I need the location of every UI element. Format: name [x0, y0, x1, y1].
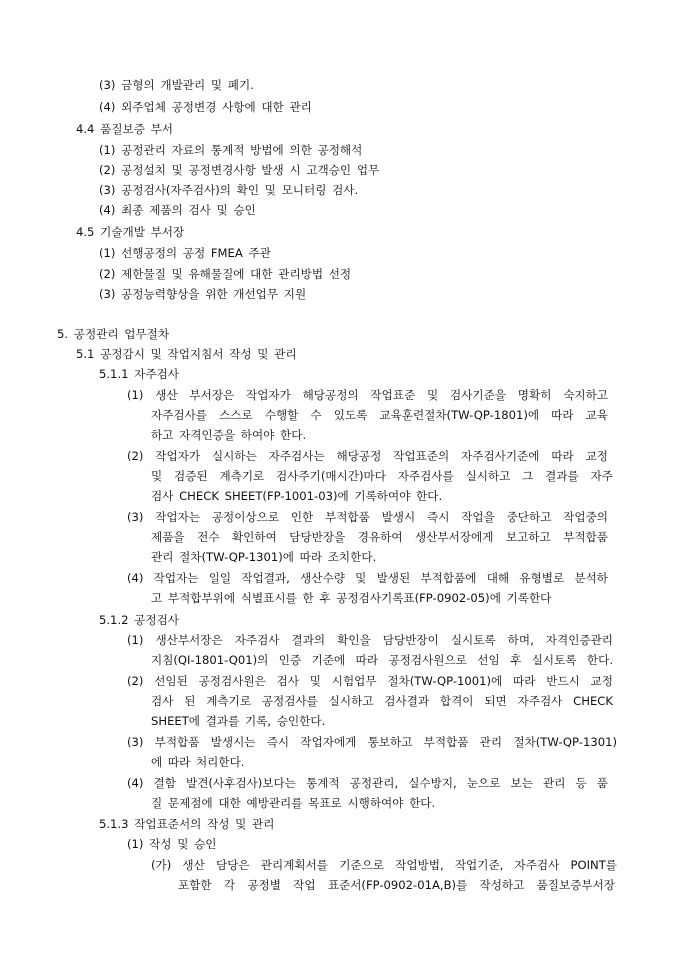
paragraph-line: 제품을 전수 확인하여 담당반장을 경유하여 생산부서장에게 보고하고 부적합품 — [151, 530, 608, 544]
paragraph-line: 포함한 각 공정별 작업 표준서(FP-0902-01A,B)를 작성하고 품질보증부서장 — [178, 878, 615, 892]
subsection-heading: 5.1.2 공정검사 — [99, 613, 179, 627]
paragraph-line: 질 문제점에 대한 예방관리를 목표로 시행하여야 한다. — [151, 796, 436, 810]
paragraph-line: (4) 작업자는 일일 작업결과, 생산수량 및 발생된 부적합품에 대해 유형별로 분석하 — [127, 571, 608, 585]
paragraph-line: 검사 CHECK SHEET(FP-1001-03)에 기록하여야 한다. — [151, 489, 443, 503]
list-item: (3) 금형의 개발관리 및 폐기. — [99, 78, 254, 92]
paragraph-line: 및 검증된 계측기로 검사주기(매시간)마다 자주검사를 실시하고 그 결과를 자주 — [151, 469, 613, 483]
paragraph-line: (1) 생산 부서장은 작업자가 해당공정의 작업표준 및 검사기준을 명확히 숙지하고 — [127, 388, 608, 402]
list-item: (1) 작성 및 승인 — [127, 837, 217, 851]
paragraph-line: 에 따라 처리한다. — [151, 755, 245, 769]
section-heading: 4.5 기술개발 부서장 — [76, 225, 185, 239]
paragraph-line: 지침(QI-1801-Q01)의 인증 기준에 따라 공정검사원으로 선임 후 실시토록 한다. — [151, 653, 613, 667]
subsection-heading: 5.1.3 작업표준서의 작성 및 관리 — [99, 817, 275, 831]
list-item: (1) 공정관리 자료의 통계적 방법에 의한 공정해석 — [99, 143, 363, 157]
list-item: (1) 선행공정의 공정 FMEA 주관 — [99, 246, 271, 260]
paragraph-line: (1) 생산부서장은 자주검사 결과의 확인을 담당반장이 실시토록 하며, 자격인증관리 — [127, 633, 613, 647]
chapter-heading: 5. 공정관리 업무절차 — [57, 327, 170, 341]
subsection-heading: 5.1.1 자주검사 — [99, 367, 179, 381]
paragraph-line: 자주검사를 스스로 수행할 수 있도록 교육훈련절차(TW-QP-1801)에 따라 교육 — [151, 408, 608, 422]
paragraph-line: (가) 생산 담당은 관리계획서를 기준으로 작업방법, 작업기준, 자주검사 POINT를 — [151, 858, 617, 872]
list-item: (2) 공정설치 및 공정변경사항 발생 시 고객승인 업무 — [99, 163, 380, 177]
paragraph-line: 고 부적합부위에 식별표시를 한 후 공정검사기록표(FP-0902-05)에 기록한다 — [151, 591, 552, 605]
list-item: (3) 공정검사(자주검사)의 확인 및 모니터링 검사. — [99, 183, 359, 197]
paragraph-line: (3) 작업자는 공정이상으로 인한 부적합품 발생시 즉시 작업을 중단하고 작업중의 — [127, 510, 608, 524]
section-heading: 5.1 공정감시 및 작업지침서 작성 및 관리 — [76, 347, 297, 361]
paragraph-line: (3) 부적합품 발생시는 즉시 작업자에게 통보하고 부적합품 관리 절차(TW-QP-1301) — [127, 735, 617, 749]
list-item: (4) 외주업체 공정변경 사항에 대한 관리 — [99, 100, 312, 114]
paragraph-line: 관리 절차(TW-QP-1301)에 따라 조치한다. — [151, 550, 377, 564]
list-item: (2) 제한물질 및 유해물질에 대한 관리방법 선정 — [99, 267, 352, 281]
paragraph-line: 하고 자격인증을 하여야 한다. — [151, 428, 307, 442]
paragraph-line: (2) 선임된 공정검사원은 검사 및 시험업무 절차(TW-QP-1001)에 따라 반드시 교정 — [127, 674, 613, 688]
paragraph-line: (2) 작업자가 실시하는 자주검사는 해당공정 작업표준의 자주검사기준에 따라 교정 — [127, 449, 608, 463]
list-item: (3) 공정능력향상을 위한 개선업무 지원 — [99, 287, 307, 301]
list-item: (4) 최종 제품의 검사 및 승인 — [99, 203, 256, 217]
paragraph-line: SHEET에 결과를 기록, 승인한다. — [151, 714, 326, 728]
section-heading: 4.4 품질보증 부서 — [76, 122, 174, 136]
paragraph-line: 검사 된 계측기로 공정검사를 실시하고 검사결과 합격이 되면 자주검사 CHECK — [151, 694, 613, 708]
paragraph-line: (4) 결함 발견(사후검사)보다는 통계적 공정관리, 실수방지, 눈으로 보는 관리 등 품 — [127, 776, 608, 790]
